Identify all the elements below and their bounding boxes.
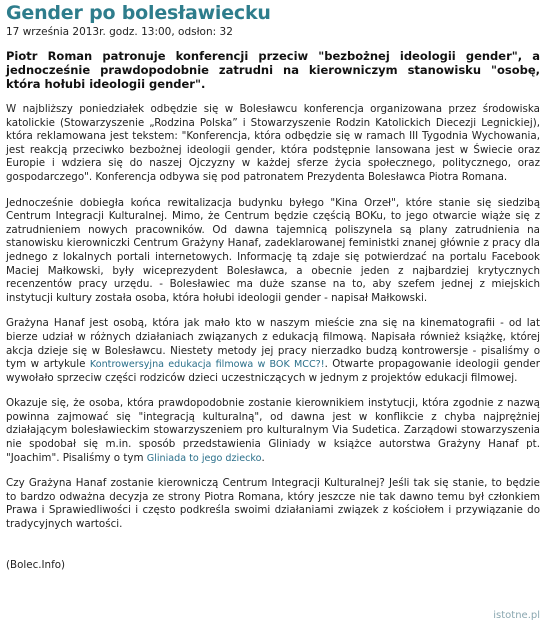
paragraph-3-text-b: . Otwarte propagowanie ideologii gender wywołało sprzeciw części rodziców dzieci uczestniczących w jednym z projektów edukacji filmowej.	[6, 358, 540, 384]
article-title: Gender po bolesławiecku	[6, 2, 271, 24]
paragraph-2: Jednocześnie dobiegła końca rewitalizacja budynku byłego "Kina Orzeł", które stanie się siedzibą Centrum Integracji Kulturalnej. Mimo, że Centrum będzie częścią BOKu, to jego otwarcie wiąże się z zatrudnieniem nowych pracowników. Od dawna tajemnicą poliszynela są plany zatrudnienia na stanowisku kierowniczki Centrum Grażyny Hanaf, zadeklarowanej feministki znanej głównie z pracy dla jednego z lokalnych portali internetowych. Informację tą zdaje się potwierdzać na portalu Facebook Maciej Małkowski, były wiceprezydent Bolesławca, a obecnie jeden z najbardziej krytycznych recenzentów pracy urzędu. - Bolesławiec ma duże szanse na to, aby szefem jednej z miejskich instytucji kultury została osoba, która hołubi ideologii gender - napisał Małkowski.	[6, 196, 540, 304]
article-meta: 17 września 2013r. godz. 13:00, odsłon: 32	[6, 26, 233, 38]
link-gliniada[interactable]: Gliniada to jego dziecko	[146, 452, 262, 464]
paragraph-3	[6, 317, 540, 385]
paragraph-4-text-a: Okazuje się, że osoba, która prawdopodobnie zostanie kierownikiem instytucji, która zgodnie z nazwą powinna zajmować się "integracją kulturalną", od dawna jest w konflikcie z chyba najprężniej działającym bolesławieckim stowarzyszeniem pro kulturalnym Via Sudetica. Zarządowi stowarzyszenia nie spodobał się m.in. sposób przedstawienia Gliniady w książce autorstwa Grażyny Hanaf pt. "Joachim". Pisaliśmy o tym	[6, 397, 540, 464]
paragraph-3-text-a: Grażyna Hanaf jest osobą, która jak mało kto w naszym mieście zna się na kinematografii - od lat bierze udział w różnych działaniach związanych z edukacją filmową. Napisała również książkę, której akcja dzieje się w Bolesławcu. Niestety metody jej pracy nierzadko budzą kontrowersje - pisaliśmy o tym w artykule	[6, 317, 540, 371]
paragraph-1: W najbliższy poniedziałek odbędzie się w Bolesławcu konferencja organizowana przez środowiska katolickie (Stowarzyszenie „Rodzina Polska” i Stowarzyszenie Rodzin Katolickich Diecezji Legnickiej), która reklamowana jest tekstem: "Konferencja, która odbędzie się w ramach III Tygodnia Wychowania, jest reakcją przeciwko bezbożnej ideologii gender, która podstępnie lansowana jest w Świecie oraz Europie i wdziera się do naszej Ojczyzny w każdej sferze życia społecznego, politycznego, oraz gospodarczego". Konferencja odbywa się pod patronatem Prezydenta Bolesławca Piotra Romana.	[6, 103, 540, 183]
article-source: (Bolec.Info)	[6, 558, 66, 571]
paragraph-4-text-b: .	[261, 451, 265, 464]
watermark: istotne.pl	[493, 610, 540, 621]
link-kontrowersyjna-edukacja[interactable]: Kontrowersyjna edukacja filmowa w BOK MCC?!	[89, 359, 325, 371]
paragraph-5: Czy Grażyna Hanaf zostanie kierowniczą Centrum Integracji Kulturalnej? Jeśli tak się stanie, to będzie to bardzo odważna decyzja ze strony Piotra Romana, który jeszcze nie tak dawno temu był członkiem Prawa i Sprawiedliwości i często podkreśla swoimi działaniami związek z kościołem i przywiązanie do tradycyjnych wartości.	[6, 477, 540, 531]
paragraph-4	[6, 397, 540, 465]
article-lead: Piotr Roman patronuje konferencji przeciw "bezbożnej ideologii gender", a jednocześnie prawdopodobnie zatrudni na kierowniczym stanowisku "osobę, która hołubi ideologii gender".	[6, 49, 540, 91]
